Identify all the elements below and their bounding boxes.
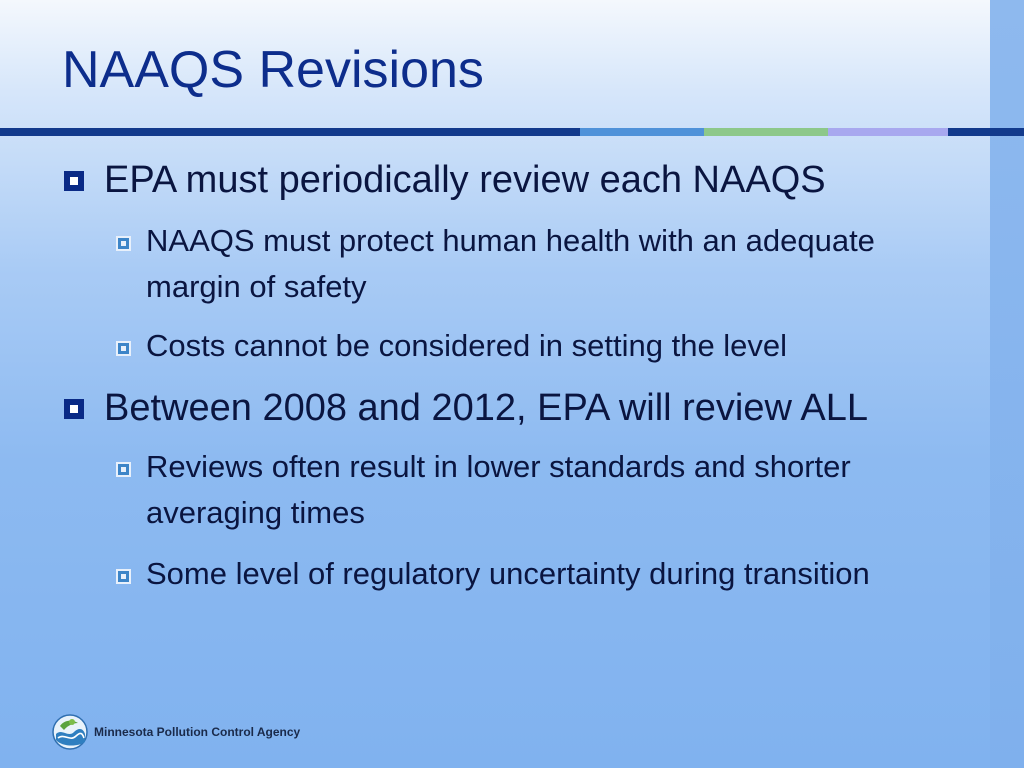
bullet-text: Between 2008 and 2012, EPA will review ALL <box>104 387 869 429</box>
mpca-logo-icon <box>52 714 88 750</box>
sub-bullet-text: Reviews often result in lower standards and shorter averaging times <box>146 449 851 530</box>
square-bullet-icon <box>116 341 131 356</box>
agency-name: Minnesota Pollution Control Agency <box>94 725 301 739</box>
agency-logo <box>52 714 352 754</box>
sub-bullet-text: Costs cannot be considered in setting the level <box>146 328 788 363</box>
square-bullet-icon <box>64 399 84 419</box>
sub-bullet-text: Some level of regulatory uncertainty during transition <box>146 556 870 591</box>
bullet-text: EPA must periodically review each NAAQS <box>104 159 826 201</box>
square-bullet-icon <box>116 462 131 477</box>
right-decorative-strip <box>990 0 1024 768</box>
square-bullet-icon <box>116 569 131 584</box>
square-bullet-icon <box>116 236 131 251</box>
square-bullet-icon <box>64 171 84 191</box>
sub-bullet-text: NAAQS must protect human health with an adequate margin of safety <box>146 223 875 304</box>
slide-title: NAAQS Revisions <box>62 41 484 99</box>
